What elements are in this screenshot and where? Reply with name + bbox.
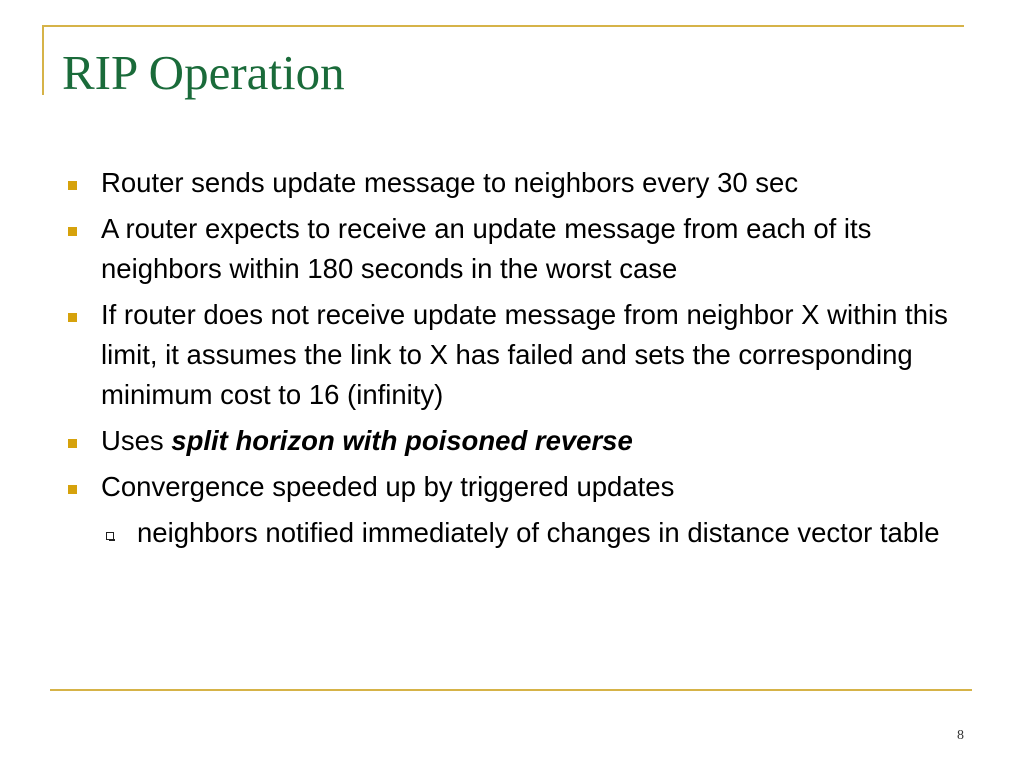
bullet-text: If router does not receive update message from neighbor X within this limit, it assumes the link to X has failed and sets the corresponding minimum cost to 16 (infinity) [101,299,948,410]
bullet-text: Convergence speeded up by triggered updates [101,471,675,502]
hollow-square-bullet-icon [106,532,114,540]
bullet-emphasis: split horizon with poisoned reverse [171,425,633,456]
square-bullet-icon [68,439,77,448]
bullet-list [62,163,962,559]
bullet-item-5 [62,467,962,507]
bullet-item-4 [62,421,962,461]
page-number: 8 [957,728,964,743]
square-bullet-icon [68,485,77,494]
slide-title: RIP Operation [62,45,345,100]
bullet-text: A router expects to receive an update message from each of its neighbors within 180 seconds in the worst case [101,213,872,284]
square-bullet-icon [68,313,77,322]
bullet-item-2 [62,209,962,289]
bullet-item-1 [62,163,962,203]
bullet-text: Router sends update message to neighbors every 30 sec [101,167,799,198]
sub-bullet-text: neighbors notified immediately of changes in distance vector table [137,517,940,548]
bullet-item-3 [62,295,962,415]
sub-bullet-item-1 [62,513,962,553]
title-frame-top-line [42,25,964,27]
square-bullet-icon [68,227,77,236]
title-frame-left-line [42,25,44,95]
footer-divider [50,689,972,691]
square-bullet-icon [68,181,77,190]
bullet-text-prefix: Uses [101,425,172,456]
